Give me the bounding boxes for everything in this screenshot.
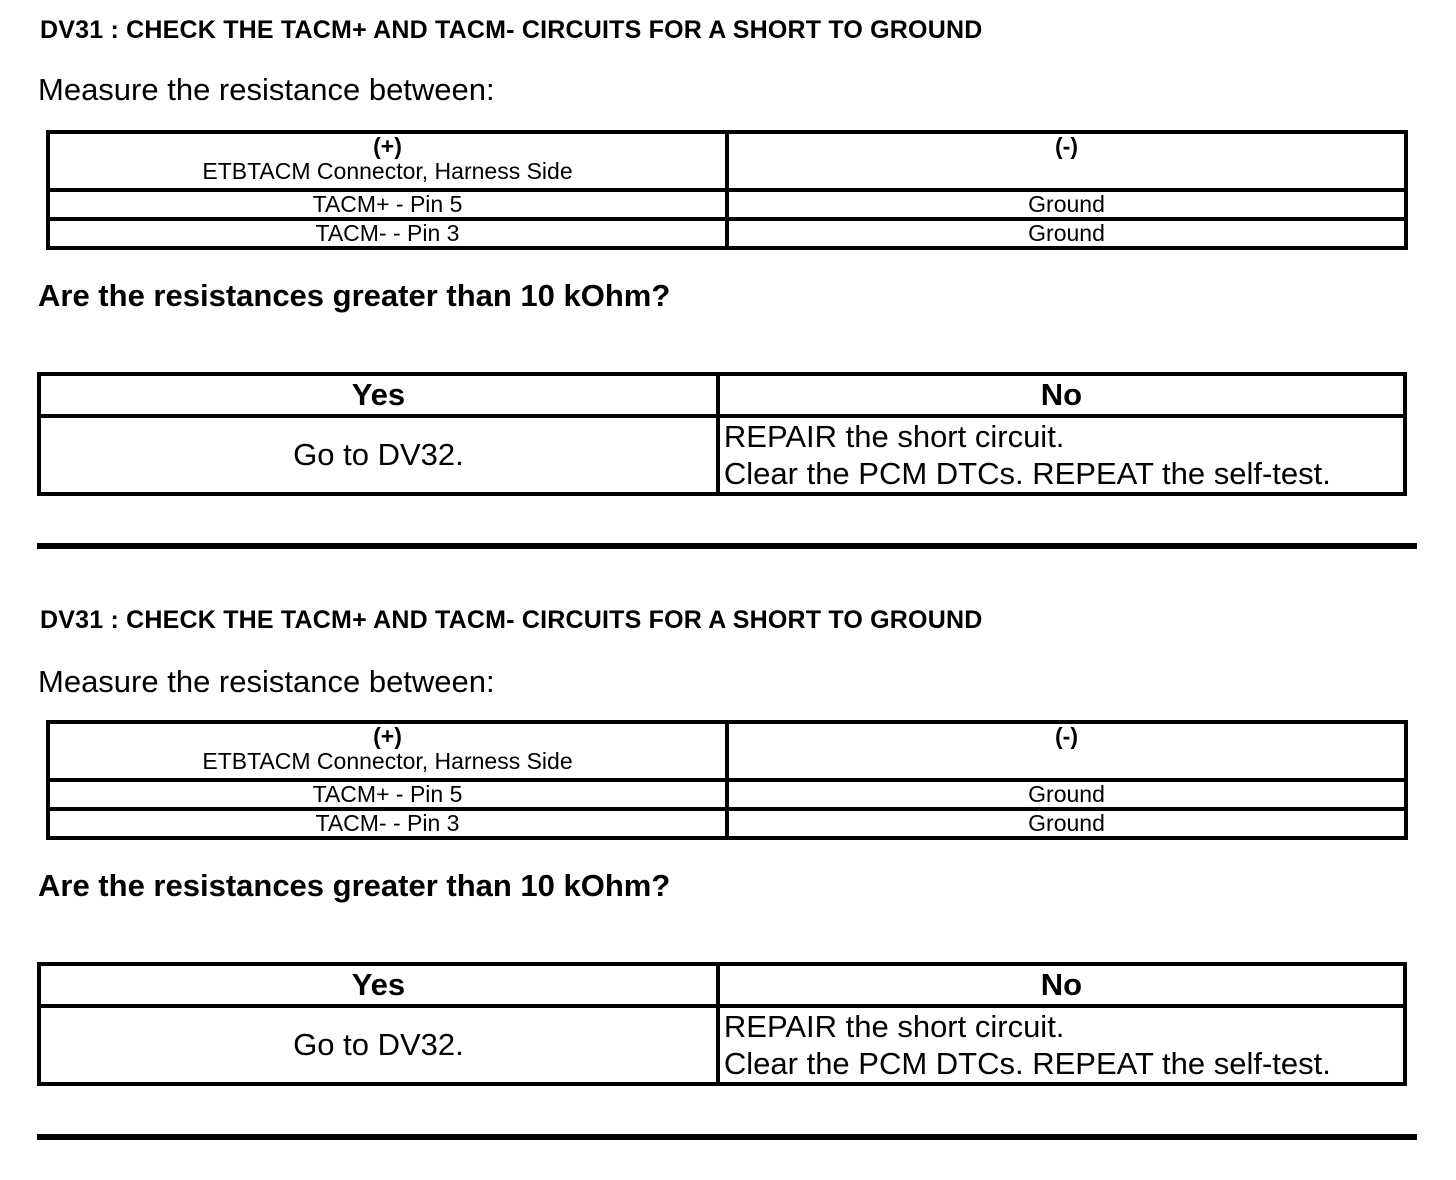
step-question: Are the resistances greater than 10 kOhm?: [38, 868, 671, 903]
no-action-line: Clear the PCM DTCs. REPEAT the self-test.: [723, 1046, 1331, 1081]
negative-pin-cell: Ground: [727, 219, 1406, 248]
measurement-table: [46, 130, 1408, 250]
step-title: DV31 : CHECK THE TACM+ AND TACM- CIRCUITS FOR A SHORT TO GROUND: [40, 606, 983, 634]
yes-action: Go to DV32.: [39, 416, 718, 494]
answer-body-row: [39, 1006, 1405, 1084]
positive-lead-symbol: (+): [373, 723, 402, 749]
positive-lead-header: [48, 132, 727, 190]
no-header: No: [718, 964, 1405, 1006]
step-instruction: Measure the resistance between:: [38, 72, 495, 107]
positive-pin-cell: TACM+ - Pin 5: [48, 780, 727, 809]
section-divider: [37, 1134, 1417, 1140]
negative-lead-header: [727, 132, 1406, 190]
negative-pin-cell: Ground: [727, 190, 1406, 219]
no-action-line: REPAIR the short circuit.: [723, 419, 1065, 454]
positive-pin-cell: TACM- - Pin 3: [48, 219, 727, 248]
no-header: No: [718, 374, 1405, 416]
measurement-header-row: [48, 722, 1406, 780]
answer-table: [37, 962, 1407, 1086]
no-action-line: REPAIR the short circuit.: [723, 1009, 1065, 1044]
yes-header: Yes: [39, 374, 718, 416]
measurement-table: [46, 720, 1408, 840]
section-divider: [37, 543, 1417, 549]
table-row: [48, 219, 1406, 248]
table-row: [48, 780, 1406, 809]
negative-lead-symbol: (-): [1055, 133, 1078, 159]
step-question: Are the resistances greater than 10 kOhm?: [38, 278, 671, 313]
step-title: DV31 : CHECK THE TACM+ AND TACM- CIRCUITS FOR A SHORT TO GROUND: [40, 16, 983, 44]
positive-lead-connector: ETBTACM Connector, Harness Side: [202, 158, 573, 184]
no-action-line: Clear the PCM DTCs. REPEAT the self-test.: [723, 456, 1331, 491]
positive-pin-cell: TACM+ - Pin 5: [48, 190, 727, 219]
negative-lead-header: [727, 722, 1406, 780]
answer-header-row: [39, 374, 1405, 416]
table-row: [48, 809, 1406, 838]
positive-lead-header: [48, 722, 727, 780]
answer-header-row: [39, 964, 1405, 1006]
answer-table: [37, 372, 1407, 496]
diagnostic-step-2: [0, 590, 1456, 1180]
negative-pin-cell: Ground: [727, 809, 1406, 838]
negative-pin-cell: Ground: [727, 780, 1406, 809]
table-row: [48, 190, 1406, 219]
negative-lead-symbol: (-): [1055, 723, 1078, 749]
positive-pin-cell: TACM- - Pin 3: [48, 809, 727, 838]
measurement-header-row: [48, 132, 1406, 190]
positive-lead-connector: ETBTACM Connector, Harness Side: [202, 748, 573, 774]
no-action: [718, 1006, 1405, 1084]
answer-body-row: [39, 416, 1405, 494]
step-instruction: Measure the resistance between:: [38, 664, 495, 699]
positive-lead-symbol: (+): [373, 133, 402, 159]
yes-header: Yes: [39, 964, 718, 1006]
yes-action: Go to DV32.: [39, 1006, 718, 1084]
no-action: [718, 416, 1405, 494]
